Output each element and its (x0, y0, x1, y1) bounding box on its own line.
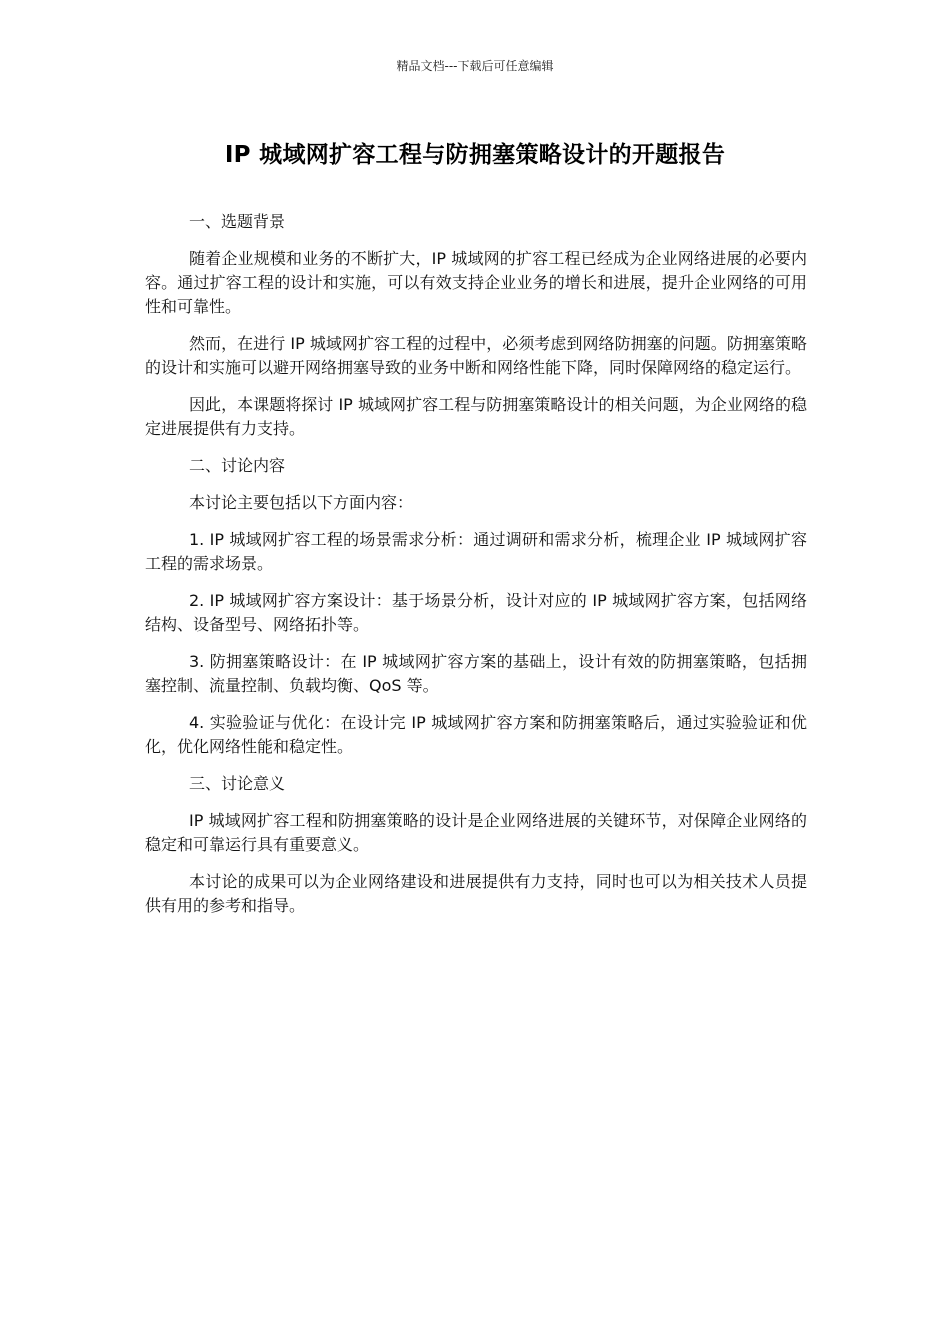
list-item: 4. 实验验证与优化：在设计完 IP 城域网扩容方案和防拥塞策略后，通过实验验证和优化，优化网络性能和稳定性。 (145, 713, 807, 756)
section-content (145, 454, 807, 759)
page-header-note: 精品文档---下载后可任意编辑 (396, 59, 554, 73)
section-heading: 二、讨论内容 (189, 456, 286, 475)
document-body (145, 210, 807, 931)
paragraph: 本讨论主要包括以下方面内容： (189, 493, 414, 512)
section-significance (145, 772, 807, 918)
section-heading: 三、讨论意义 (189, 774, 286, 793)
section-background (145, 210, 807, 441)
list-item: 2. IP 城域网扩容方案设计：基于场景分析，设计对应的 IP 城域网扩容方案，包括网络结构、设备型号、网络拓扑等。 (145, 591, 807, 634)
document-title: IP 城域网扩容工程与防拥塞策略设计的开题报告 (224, 142, 726, 168)
paragraph: 然而，在进行 IP 城域网扩容工程的过程中，必须考虑到网络防拥塞的问题。防拥塞策略的设计和实施可以避开网络拥塞导致的业务中断和网络性能下降，同时保障网络的稳定运行。 (145, 334, 807, 377)
paragraph: 随着企业规模和业务的不断扩大，IP 城域网的扩容工程已经成为企业网络进展的必要内容。通过扩容工程的设计和实施，可以有效支持企业业务的增长和进展，提升企业网络的可用性和可靠性。 (145, 249, 807, 316)
section-heading: 一、选题背景 (189, 212, 286, 231)
paragraph: IP 城域网扩容工程和防拥塞策略的设计是企业网络进展的关键环节，对保障企业网络的稳定和可靠运行具有重要意义。 (145, 811, 807, 854)
list-item: 1. IP 城域网扩容工程的场景需求分析：通过调研和需求分析，梳理企业 IP 城域网扩容工程的需求场景。 (145, 530, 807, 573)
list-item: 3. 防拥塞策略设计：在 IP 城域网扩容方案的基础上，设计有效的防拥塞策略，包括拥塞控制、流量控制、负载均衡、QoS 等。 (145, 652, 807, 695)
paragraph: 本讨论的成果可以为企业网络建设和进展提供有力支持，同时也可以为相关技术人员提供有用的参考和指导。 (145, 872, 807, 915)
paragraph: 因此，本课题将探讨 IP 城域网扩容工程与防拥塞策略设计的相关问题，为企业网络的稳定进展提供有力支持。 (145, 395, 807, 438)
